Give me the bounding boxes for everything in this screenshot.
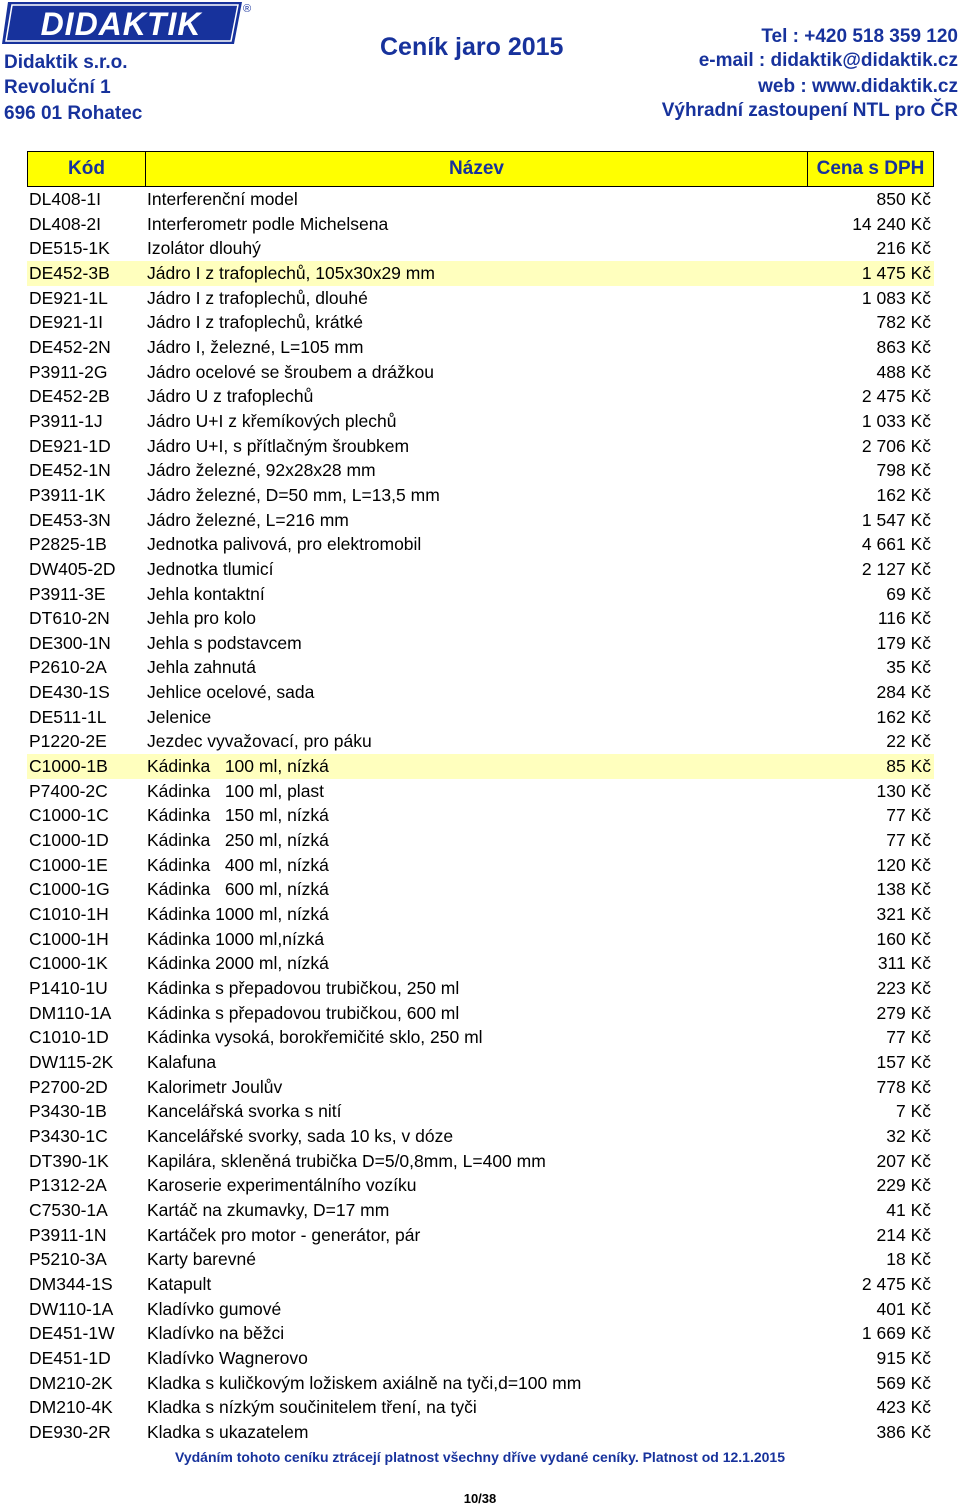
- item-code: P2825-1B: [29, 534, 107, 555]
- table-row: [27, 1075, 934, 1100]
- item-price: 22 Kč: [886, 731, 931, 752]
- item-name: Kladka s kuličkovým ložiskem axiálně na tyči,d=100 mm: [147, 1372, 582, 1393]
- table-row: [27, 236, 934, 261]
- table-row: [27, 1001, 934, 1026]
- item-code: DE452-3B: [29, 262, 110, 283]
- item-name: Jádro železné, 92x28x28 mm: [147, 460, 376, 481]
- item-name: Jezdec vyvažovací, pro páku: [147, 731, 372, 752]
- item-name: Kádinka 100 ml, nízká: [147, 756, 329, 777]
- table-row: [27, 335, 934, 360]
- item-name: Jádro I, železné, L=105 mm: [147, 336, 364, 357]
- item-name: Kartáč na zkumavky, D=17 mm: [147, 1199, 390, 1220]
- item-name: Jehla kontaktní: [147, 583, 265, 604]
- table-row: [27, 360, 934, 385]
- item-price: 2 127 Kč: [861, 558, 931, 579]
- item-price: 32 Kč: [886, 1125, 931, 1146]
- item-price: 2 706 Kč: [861, 435, 931, 456]
- item-code: DT610-2N: [29, 608, 110, 629]
- company-street: Revoluční 1: [4, 77, 111, 98]
- table-row: [27, 458, 934, 483]
- item-code: DM110-1A: [29, 1002, 112, 1023]
- item-code: DE921-1D: [29, 435, 111, 456]
- item-price: 179 Kč: [876, 632, 931, 653]
- item-price: 1 547 Kč: [861, 509, 931, 530]
- item-code: DT390-1K: [29, 1150, 109, 1171]
- table-row: [27, 557, 934, 582]
- item-price: 138 Kč: [876, 879, 931, 900]
- item-code: C1010-1D: [29, 1027, 109, 1048]
- item-name: Kladka s ukazatelem: [147, 1421, 309, 1442]
- table-row: [27, 853, 934, 878]
- item-name: Kladívko na běžci: [147, 1323, 285, 1344]
- item-price: 569 Kč: [876, 1372, 931, 1393]
- item-price: 77 Kč: [886, 830, 931, 851]
- item-code: P3911-1J: [29, 410, 103, 431]
- table-row: [27, 1173, 934, 1198]
- item-code: C1000-1K: [29, 953, 108, 974]
- item-code: DW405-2D: [29, 558, 116, 579]
- item-name: Kartáček pro motor - generátor, pár: [147, 1224, 421, 1245]
- item-name: Jednotka palivová, pro elektromobil: [147, 534, 422, 555]
- company-name: Didaktik s.r.o.: [4, 52, 128, 73]
- item-name: Kladka s nízkým součinitelem tření, na tyči: [147, 1397, 477, 1418]
- item-price: 4 661 Kč: [861, 534, 931, 555]
- item-code: DM344-1S: [29, 1273, 113, 1294]
- item-code: DE300-1N: [29, 632, 111, 653]
- item-code: P3430-1B: [29, 1101, 107, 1122]
- item-name: Kalafuna: [147, 1051, 217, 1072]
- item-price: 1 669 Kč: [861, 1323, 931, 1344]
- item-price: 130 Kč: [876, 780, 931, 801]
- table-row: [27, 212, 934, 237]
- item-price: 2 475 Kč: [861, 386, 931, 407]
- header-code: Kód: [28, 152, 146, 186]
- table-row: [27, 1272, 934, 1297]
- item-price: 915 Kč: [876, 1347, 931, 1368]
- item-price: 77 Kč: [886, 805, 931, 826]
- item-name: Kádinka 2000 ml, nízká: [147, 953, 329, 974]
- item-name: Jádro železné, D=50 mm, L=13,5 mm: [147, 484, 440, 505]
- item-price: 488 Kč: [876, 361, 931, 382]
- table-row: [27, 1321, 934, 1346]
- table-row: [27, 606, 934, 631]
- table-row: [27, 877, 934, 902]
- registered-mark: ®: [243, 3, 252, 15]
- item-code: DE452-1N: [29, 460, 111, 481]
- table-row: [27, 508, 934, 533]
- item-code: DL408-1I: [29, 189, 101, 209]
- item-name: Jehla s podstavcem: [147, 632, 302, 653]
- item-name: Kladívko Wagnerovo: [147, 1347, 308, 1368]
- table-row: [27, 1124, 934, 1149]
- item-name: Jednotka tlumicí: [147, 558, 274, 579]
- item-name: Jádro U z trafoplechů: [147, 386, 314, 407]
- item-code: P2700-2D: [29, 1076, 108, 1097]
- item-name: Kádinka 400 ml, nízká: [147, 854, 329, 875]
- table-row: [27, 532, 934, 557]
- table-row: [27, 927, 934, 952]
- table-row: [27, 655, 934, 680]
- item-code: DE930-2R: [29, 1421, 111, 1442]
- item-price: 401 Kč: [876, 1298, 931, 1319]
- item-name: Jehla pro kolo: [147, 608, 256, 629]
- table-row: [27, 729, 934, 754]
- table-header: [27, 151, 934, 187]
- table-row: [27, 1025, 934, 1050]
- item-price: 223 Kč: [876, 978, 931, 998]
- item-name: Interferenční model: [147, 189, 298, 209]
- item-name: Kalorimetr Joulův: [147, 1076, 283, 1097]
- item-name: Kádinka s přepadovou trubičkou, 250 ml: [147, 978, 460, 998]
- item-code: DE430-1S: [29, 682, 110, 703]
- item-price: 216 Kč: [876, 238, 931, 259]
- item-code: P3911-1N: [29, 1224, 107, 1245]
- table-row: [27, 631, 934, 656]
- item-price: 116 Kč: [877, 608, 931, 629]
- table-row: [27, 951, 934, 976]
- price-table: [27, 187, 934, 1444]
- item-name: Kádinka 1000 ml,nízká: [147, 928, 325, 949]
- company-city: 696 01 Rohatec: [4, 103, 143, 124]
- contact-web: web : www.didaktik.cz: [758, 76, 958, 97]
- item-name: Jehla zahnutá: [147, 657, 256, 678]
- table-row: [27, 1346, 934, 1371]
- table-row: [27, 1420, 934, 1445]
- item-code: P3911-3E: [29, 583, 106, 604]
- table-row: [27, 261, 934, 286]
- item-price: 863 Kč: [876, 336, 931, 357]
- item-code: DW110-1A: [29, 1298, 114, 1319]
- header-price: Cena s DPH: [816, 158, 925, 179]
- item-price: 160 Kč: [876, 928, 931, 949]
- item-code: DE921-1L: [29, 287, 108, 308]
- item-price: 1 033 Kč: [861, 410, 931, 431]
- table-row: [27, 680, 934, 705]
- table-row: [27, 828, 934, 853]
- item-price: 120 Kč: [876, 854, 931, 875]
- item-name: Kladívko gumové: [147, 1298, 282, 1319]
- item-price: 157 Kč: [876, 1051, 931, 1072]
- item-price: 18 Kč: [886, 1249, 931, 1270]
- item-code: DE921-1I: [29, 312, 103, 333]
- item-price: 386 Kč: [876, 1421, 931, 1442]
- item-code: C1010-1H: [29, 904, 109, 925]
- item-price: 423 Kč: [876, 1397, 931, 1418]
- item-price: 207 Kč: [876, 1150, 931, 1171]
- item-name: Jelenice: [147, 706, 212, 727]
- item-price: 279 Kč: [876, 1002, 931, 1023]
- table-row: [27, 582, 934, 607]
- item-name: Jádro železné, L=216 mm: [147, 509, 349, 530]
- pricelist-title: Ceník jaro 2015: [380, 33, 564, 61]
- table-row: [27, 384, 934, 409]
- contact-email: e-mail : didaktik@didaktik.cz: [698, 50, 958, 71]
- item-price: 77 Kč: [886, 1027, 931, 1048]
- contact-representation: Výhradní zastoupení NTL pro ČR: [661, 100, 958, 121]
- table-row: [27, 187, 934, 212]
- item-price: 229 Kč: [876, 1175, 931, 1196]
- item-price: 1 475 Kč: [861, 262, 931, 283]
- logo-text: DIDAKTIK: [40, 6, 202, 42]
- item-name: Kapilára, skleněná trubička D=5/0,8mm, L=400 mm: [147, 1150, 546, 1171]
- item-name: Interferometr podle Michelsena: [147, 213, 389, 234]
- item-price: 85 Kč: [886, 756, 931, 777]
- item-name: Jádro ocelové se šroubem a drážkou: [147, 361, 434, 382]
- table-row: [27, 310, 934, 335]
- item-name: Kádinka 600 ml, nízká: [147, 879, 329, 900]
- item-price: 850 Kč: [876, 189, 931, 209]
- item-name: Katapult: [147, 1273, 212, 1294]
- item-code: C1000-1G: [29, 879, 110, 900]
- table-row: [27, 1099, 934, 1124]
- item-name: Izolátor dlouhý: [147, 238, 261, 259]
- table-row: [27, 754, 934, 779]
- table-row: [27, 1297, 934, 1322]
- item-code: P3911-1K: [29, 484, 106, 505]
- table-row: [27, 1247, 934, 1272]
- table-row: [27, 976, 934, 1001]
- item-code: DL408-2I: [29, 213, 101, 234]
- item-name: Jádro I z trafoplechů, krátké: [147, 312, 363, 333]
- table-row: [27, 1371, 934, 1396]
- item-price: 162 Kč: [876, 484, 931, 505]
- item-name: Kádinka 1000 ml, nízká: [147, 904, 329, 925]
- item-price: 41 Kč: [886, 1199, 931, 1220]
- contact-tel: Tel : +420 518 359 120: [761, 26, 958, 47]
- item-name: Kancelářská svorka s nití: [147, 1101, 342, 1122]
- item-name: Jádro I z trafoplechů, 105x30x29 mm: [147, 262, 435, 283]
- item-name: Kádinka 250 ml, nízká: [147, 830, 329, 851]
- item-code: DE452-2N: [29, 336, 111, 357]
- item-name: Jehlice ocelové, sada: [147, 682, 315, 703]
- item-code: P1410-1U: [29, 978, 108, 998]
- item-code: C1000-1D: [29, 830, 109, 851]
- item-price: 69 Kč: [886, 583, 931, 604]
- table-row: [27, 902, 934, 927]
- item-code: C1000-1E: [29, 854, 108, 875]
- page-number: 10/38: [463, 1491, 497, 1506]
- item-code: DW115-2K: [29, 1051, 114, 1072]
- item-code: DM210-2K: [29, 1372, 113, 1393]
- table-row: [27, 409, 934, 434]
- table-row: [27, 803, 934, 828]
- didaktik-logo: [2, 0, 252, 46]
- item-code: P7400-2C: [29, 780, 108, 801]
- item-price: 311 Kč: [877, 953, 931, 974]
- item-code: P1220-2E: [29, 731, 107, 752]
- item-name: Jádro U+I z křemíkových plechů: [147, 410, 397, 431]
- table-row: [27, 1223, 934, 1248]
- item-name: Karoserie experimentálního vozíku: [147, 1175, 417, 1196]
- item-name: Karty barevné: [147, 1249, 256, 1270]
- table-row: [27, 1149, 934, 1174]
- item-name: Jádro I z trafoplechů, dlouhé: [147, 287, 368, 308]
- item-price: 7 Kč: [895, 1101, 931, 1122]
- table-row: [27, 779, 934, 804]
- table-row: [27, 286, 934, 311]
- item-price: 778 Kč: [876, 1076, 931, 1097]
- item-name: Kádinka vysoká, borokřemičité sklo, 250 ml: [147, 1027, 483, 1048]
- table-row: [27, 434, 934, 459]
- item-code: DM210-4K: [29, 1397, 113, 1418]
- item-code: P5210-3A: [29, 1249, 107, 1270]
- item-code: C1000-1C: [29, 805, 109, 826]
- item-code: C7530-1A: [29, 1199, 108, 1220]
- item-code: C1000-1B: [29, 756, 108, 777]
- item-price: 14 240 Kč: [852, 213, 931, 234]
- table-row: [27, 705, 934, 730]
- table-row: [27, 1050, 934, 1075]
- item-code: DE453-3N: [29, 509, 111, 530]
- item-name: Kádinka 100 ml, plast: [147, 780, 325, 801]
- item-name: Kancelářské svorky, sada 10 ks, v dóze: [147, 1125, 454, 1146]
- item-name: Jádro U+I, s přítlačným šroubkem: [147, 435, 410, 456]
- item-code: DE452-2B: [29, 386, 110, 407]
- item-name: Kádinka 150 ml, nízká: [147, 805, 329, 826]
- header-name: Název: [146, 152, 808, 186]
- item-price: 321 Kč: [876, 904, 931, 925]
- table-row: [27, 1395, 934, 1420]
- item-code: C1000-1H: [29, 928, 109, 949]
- item-price: 798 Kč: [876, 460, 931, 481]
- item-price: 35 Kč: [886, 657, 931, 678]
- item-price: 1 083 Kč: [861, 287, 931, 308]
- item-code: P2610-2A: [29, 657, 107, 678]
- item-price: 214 Kč: [876, 1224, 931, 1245]
- item-code: DE515-1K: [29, 238, 110, 259]
- item-code: DE511-1L: [29, 706, 107, 727]
- item-price: 162 Kč: [876, 706, 931, 727]
- item-name: Kádinka s přepadovou trubičkou, 600 ml: [147, 1002, 460, 1023]
- table-row: [27, 1198, 934, 1223]
- table-row: [27, 483, 934, 508]
- item-code: DE451-1D: [29, 1347, 111, 1368]
- item-code: DE451-1W: [29, 1323, 115, 1344]
- item-code: P3911-2G: [29, 361, 108, 382]
- validity-note: Vydáním tohoto ceníku ztrácejí platnost všechny dříve vydané ceníky. Platnost od 12.1.2015: [175, 1449, 785, 1465]
- item-price: 782 Kč: [876, 312, 931, 333]
- item-price: 2 475 Kč: [861, 1273, 931, 1294]
- item-price: 284 Kč: [876, 682, 931, 703]
- item-code: P3430-1C: [29, 1125, 108, 1146]
- item-code: P1312-2A: [29, 1175, 107, 1196]
